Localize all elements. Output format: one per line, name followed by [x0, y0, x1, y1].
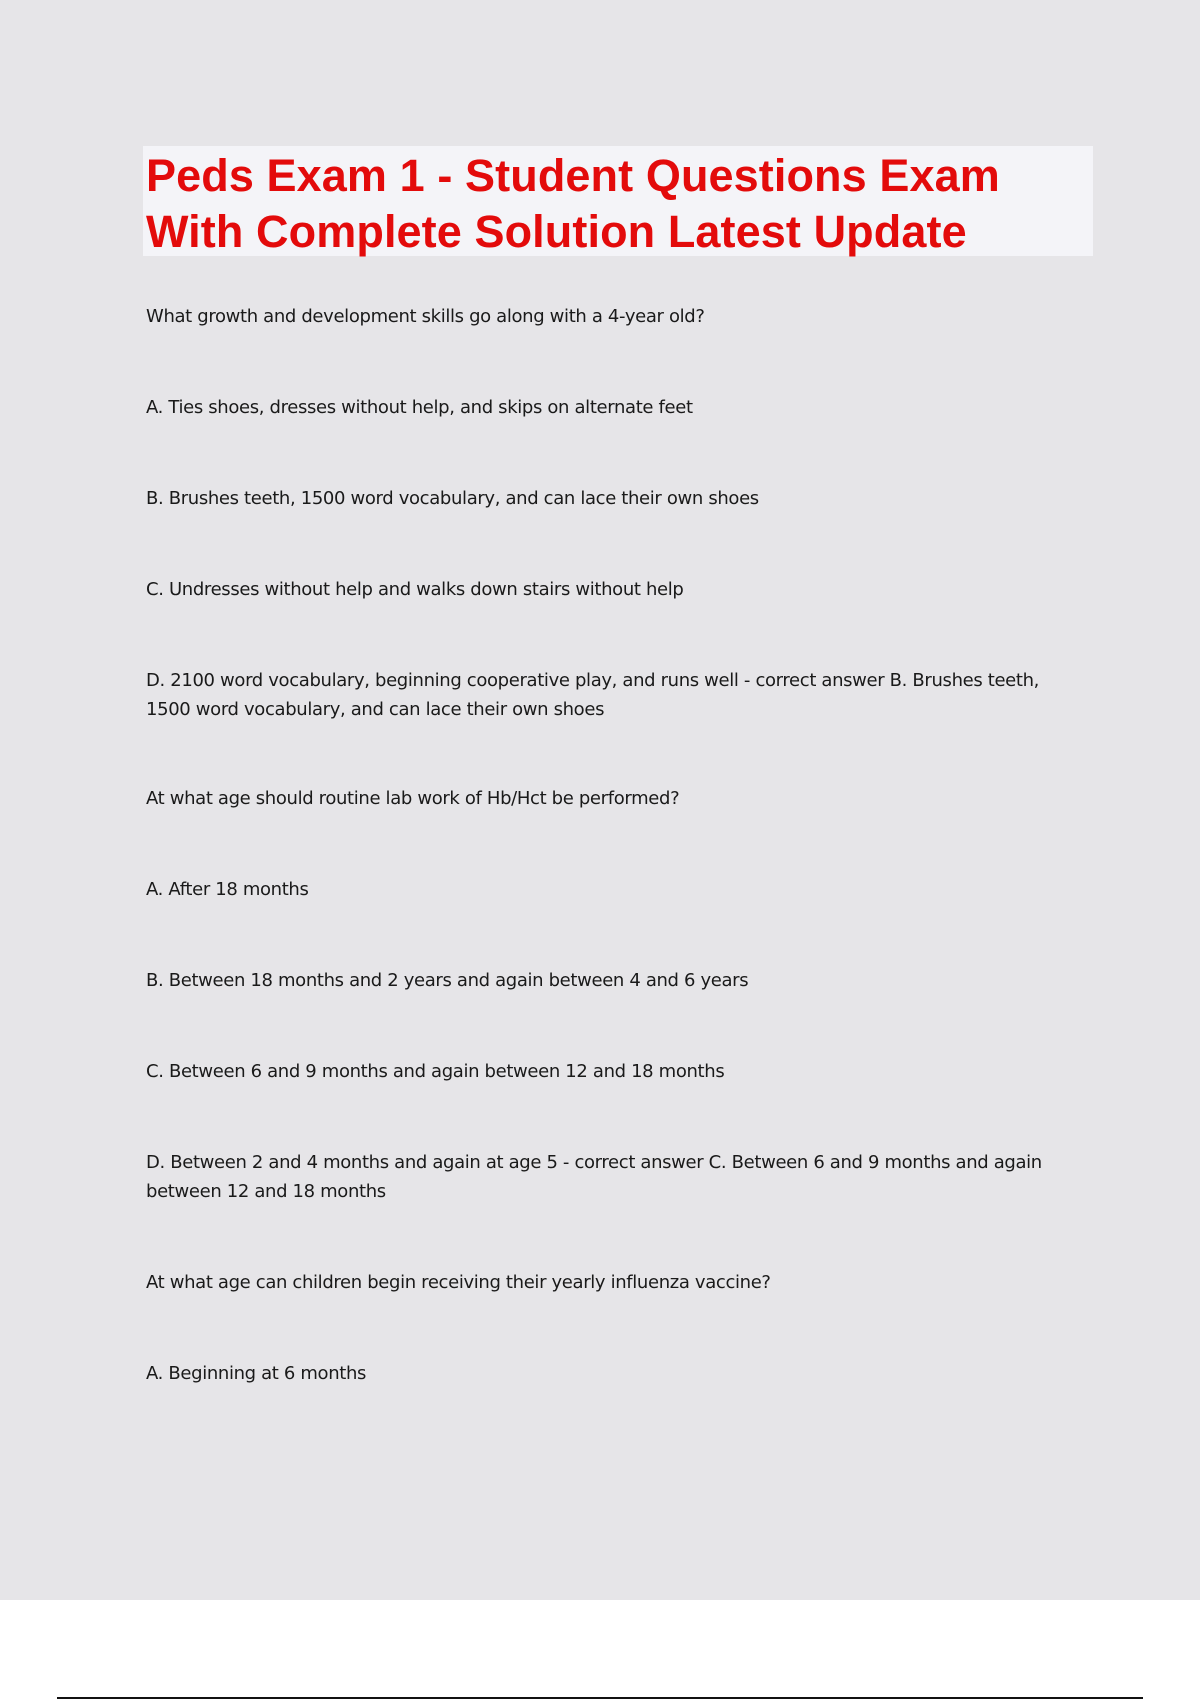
option-2c: C. Between 6 and 9 months and again between 12 and 18 months [146, 1061, 725, 1082]
question-2: At what age should routine lab work of Hb/Hct be performed? [146, 788, 680, 809]
option-2d-answer: D. Between 2 and 4 months and again at age 5 - correct answer C. Between 6 and 9 months and again between 12 and 18 months [146, 1152, 1042, 1202]
option-1b: B. Brushes teeth, 1500 word vocabulary, and can lace their own shoes [146, 488, 759, 509]
option-2a: A. After 18 months [146, 879, 309, 900]
question-1: What growth and development skills go along with a 4-year old? [146, 306, 705, 327]
option-2b: B. Between 18 months and 2 years and again between 4 and 6 years [146, 970, 749, 991]
option-1a: A. Ties shoes, dresses without help, and skips on alternate feet [146, 397, 693, 418]
option-3a: A. Beginning at 6 months [146, 1363, 367, 1384]
document-title: Peds Exam 1 - Student Questions Exam With Complete Solution Latest Update [146, 150, 1000, 257]
option-1c: C. Undresses without help and walks down stairs without help [146, 579, 684, 600]
question-3: At what age can children begin receiving their yearly influenza vaccine? [146, 1272, 771, 1293]
option-1d-answer: D. 2100 word vocabulary, beginning cooperative play, and runs well - correct answer B. Brushes teeth, 1500 word vocabulary, and can lace their own shoes [146, 670, 1040, 720]
footer-divider [57, 1697, 1143, 1699]
